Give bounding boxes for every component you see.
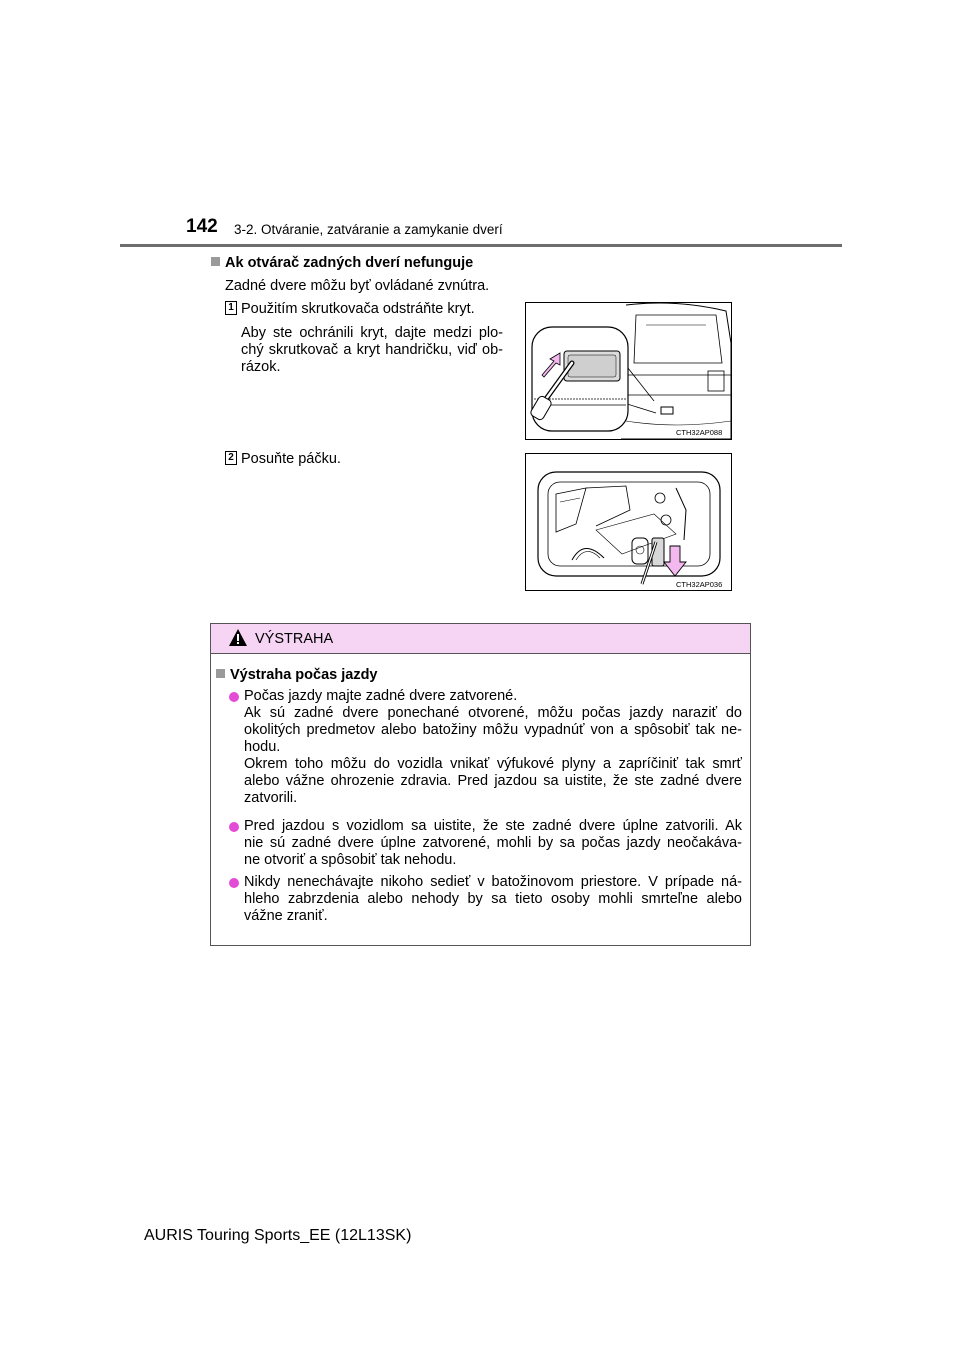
figure-remove-cover xyxy=(525,302,732,440)
warning-item-1 xyxy=(244,688,742,807)
warning-item-2 xyxy=(244,818,742,869)
page-number: 142 xyxy=(186,216,218,237)
figure-slide-lever xyxy=(525,453,732,591)
warning-line: nie sú zadné dvere úplne zatvorené, mohli by sa počas jazdy neočakáva- xyxy=(244,835,742,851)
step-badge-2: 2 xyxy=(225,451,237,465)
warning-line: Nikdy nenechávajte nikoho sedieť v batožinovom priestore. V prípade ná- xyxy=(244,874,742,890)
section-heading xyxy=(211,255,473,272)
warning-line: Pred jazdou s vozidlom sa uistite, že ste zadné dvere úplne zatvorili. Ak xyxy=(244,818,742,834)
warning-item-3 xyxy=(244,874,742,925)
tailgate-cover-illustration xyxy=(526,303,731,439)
warning-heading xyxy=(216,667,378,684)
step-1-note-line: Aby ste ochránili kryt, dajte medzi plo- xyxy=(241,325,503,341)
warning-header xyxy=(211,624,750,654)
warning-heading-text: Výstraha počas jazdy xyxy=(230,667,378,683)
figure-1-code: CTH32AP088 xyxy=(676,428,723,437)
warning-line: ne otvoriť a spôsobiť tak nehodu. xyxy=(244,852,457,868)
warning-triangle-icon xyxy=(228,628,248,647)
step-badge-1: 1 xyxy=(225,301,237,315)
square-bullet-icon xyxy=(216,669,225,678)
figure-2-code: CTH32AP036 xyxy=(676,580,723,589)
warning-line: Počas jazdy majte zadné dvere zatvorené. xyxy=(244,688,518,704)
warning-line: alebo vážne ohrozenie zdravia. Pred jazdou sa uistite, že ste zadné dvere xyxy=(244,773,742,789)
square-bullet-icon xyxy=(211,257,220,266)
footer-model-code: AURIS Touring Sports_EE (12L13SK) xyxy=(144,1227,412,1244)
step-1-text: Použitím skrutkovača odstráňte kryt. xyxy=(241,301,475,317)
step-1-note-line: rázok. xyxy=(241,359,281,375)
bullet-dot-icon xyxy=(229,878,239,888)
section-heading-text: Ak otvárač zadných dverí nefunguje xyxy=(225,255,474,271)
warning-line: hleho zabrzdenia alebo nehody by sa tieto osoby mohli smrteľne alebo xyxy=(244,891,742,907)
step-1-note-line: chý skrutkovač a kryt handričku, viď ob- xyxy=(241,342,503,358)
warning-label: VÝSTRAHA xyxy=(255,631,334,647)
warning-line: hodu. xyxy=(244,739,281,755)
section-intro: Zadné dvere môžu byť ovládané zvnútra. xyxy=(225,278,490,294)
warning-box xyxy=(210,623,751,946)
warning-line: Okrem toho môžu do vozidla vnikať výfukové plyny a zapríčiniť tak smrť xyxy=(244,756,742,772)
warning-line: Ak sú zadné dvere ponechané otvorené, môžu počas jazdy naraziť do xyxy=(244,705,742,721)
warning-line: vážne zraniť. xyxy=(244,908,328,924)
warning-line: zatvorili. xyxy=(244,790,298,806)
warning-line: okolitých predmetov alebo batožiny môžu vypadnúť von a spôsobiť tak ne- xyxy=(244,722,742,738)
section-title: 3-2. Otváranie, zatváranie a zamykanie dverí xyxy=(234,222,503,237)
bullet-dot-icon xyxy=(229,822,239,832)
bullet-dot-icon xyxy=(229,692,239,702)
step-1-note xyxy=(241,325,503,376)
lever-illustration xyxy=(526,454,731,590)
header-divider xyxy=(120,244,842,247)
step-2-text: Posuňte páčku. xyxy=(241,451,341,467)
